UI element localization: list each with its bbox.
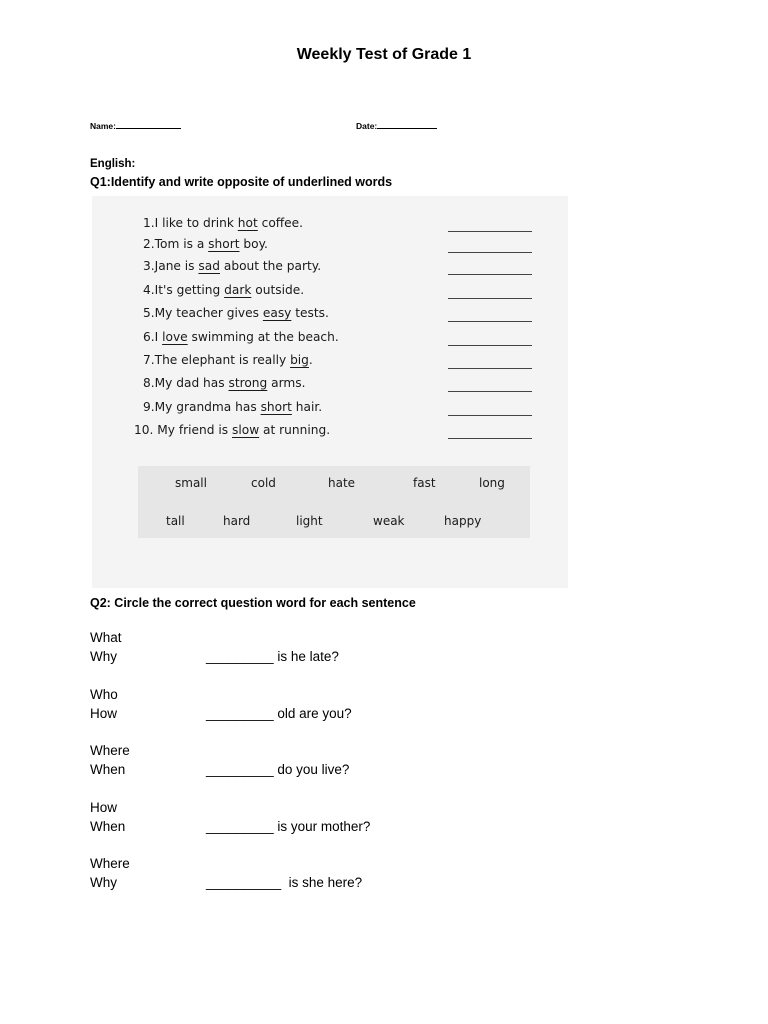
sentence-text: My grandma has [154, 400, 261, 414]
q1-sentence [143, 400, 322, 420]
question-sentence [206, 649, 339, 664]
q1-sentence [143, 353, 313, 373]
answer-line[interactable] [448, 391, 532, 392]
date-label: Date: [356, 121, 378, 131]
section-label: English: [90, 158, 136, 170]
option-word[interactable]: Why [90, 875, 117, 890]
sentence-text: at running. [259, 423, 331, 437]
q1-sentence [143, 330, 339, 350]
item-number: 6. [143, 330, 155, 344]
item-number: 10. [134, 423, 154, 437]
answer-blank[interactable]: _________ [206, 819, 274, 834]
item-number: 5. [143, 306, 155, 320]
word-bank-item: fast [413, 476, 436, 490]
question-sentence [206, 706, 352, 721]
q1-sentence [143, 237, 268, 257]
sentence-text: about the party. [219, 259, 322, 273]
q1-sentence [143, 259, 321, 279]
item-number: 4. [143, 283, 155, 297]
question-text: is your mother? [273, 819, 371, 834]
word-bank-item: small [175, 476, 207, 490]
underlined-word: slow [232, 423, 260, 437]
option-word[interactable]: Who [90, 687, 118, 702]
option-word[interactable]: Where [90, 856, 130, 871]
sentence-text: boy. [239, 237, 268, 251]
sentence-text: coffee. [257, 216, 304, 230]
word-bank-item: happy [444, 514, 482, 528]
word-bank-item: hate [328, 476, 356, 490]
sentence-text: I like to drink [154, 216, 238, 230]
q1-sentence [143, 306, 329, 326]
name-field[interactable] [90, 119, 181, 131]
sentence-text: . [308, 353, 313, 367]
word-bank-item: light [296, 514, 323, 528]
question-text: is she here? [281, 875, 363, 890]
underlined-word: short [208, 237, 240, 251]
date-field[interactable] [356, 119, 437, 131]
q1-heading: Q1:Identify and write opposite of underlined words [90, 175, 393, 189]
sentence-text: It's getting [154, 283, 225, 297]
option-word[interactable]: What [90, 630, 122, 645]
sentence-text: The elephant is really [154, 353, 291, 367]
sentence-text: My dad has [154, 376, 229, 390]
answer-line[interactable] [448, 345, 532, 346]
answer-line[interactable] [448, 321, 532, 322]
underlined-word: love [162, 330, 188, 344]
answer-line[interactable] [448, 438, 532, 439]
q1-sentence [143, 376, 306, 396]
q1-sentence [143, 216, 303, 236]
underlined-word: short [260, 400, 292, 414]
underlined-word: hot [237, 216, 258, 230]
option-word[interactable]: When [90, 762, 126, 777]
word-bank [138, 466, 530, 538]
answer-line[interactable] [448, 231, 532, 232]
question-text: is he late? [273, 649, 339, 664]
underlined-word: sad [198, 259, 220, 273]
underlined-word: big [290, 353, 309, 367]
q1-panel [92, 196, 568, 588]
word-bank-item: long [479, 476, 505, 490]
underlined-word: dark [224, 283, 252, 297]
answer-blank[interactable]: _________ [206, 706, 274, 721]
page-title: Weekly Test of Grade 1 [296, 46, 472, 63]
answer-blank[interactable]: _________ [206, 649, 274, 664]
question-text: do you live? [273, 762, 350, 777]
answer-line[interactable] [448, 368, 532, 369]
answer-line[interactable] [448, 252, 532, 253]
q1-sentence [134, 423, 330, 443]
option-word[interactable]: How [90, 706, 118, 721]
sentence-text: My teacher gives [154, 306, 263, 320]
item-number: 8. [143, 376, 155, 390]
option-word[interactable]: When [90, 819, 126, 834]
question-sentence [206, 875, 362, 890]
question-text: old are you? [273, 706, 352, 721]
name-label: Name: [90, 121, 116, 131]
answer-line[interactable] [448, 274, 532, 275]
sentence-text: arms. [267, 376, 306, 390]
word-bank-item: tall [166, 514, 185, 528]
question-sentence [206, 819, 370, 834]
sentence-text: I [154, 330, 163, 344]
answer-blank[interactable]: _________ [206, 762, 274, 777]
word-bank-item: weak [373, 514, 405, 528]
q2-heading: Q2: Circle the correct question word for each sentence [90, 596, 416, 610]
date-line [377, 119, 437, 129]
question-sentence [206, 762, 349, 777]
answer-line[interactable] [448, 298, 532, 299]
sentence-text: hair. [291, 400, 323, 414]
item-number: 7. [143, 353, 155, 367]
item-number: 9. [143, 400, 155, 414]
option-word[interactable]: How [90, 800, 118, 815]
q1-sentence [143, 283, 304, 303]
option-word[interactable]: Where [90, 743, 130, 758]
sentence-text: My friend is [153, 423, 232, 437]
sentence-text: swimming at the beach. [187, 330, 339, 344]
sentence-text: Tom is a [154, 237, 209, 251]
underlined-word: strong [228, 376, 268, 390]
item-number: 3. [143, 259, 155, 273]
sentence-text: outside. [251, 283, 305, 297]
word-bank-item: hard [223, 514, 251, 528]
sentence-text: Jane is [154, 259, 199, 273]
name-line [116, 119, 181, 129]
sentence-text: tests. [291, 306, 329, 320]
underlined-word: easy [262, 306, 292, 320]
answer-line[interactable] [448, 415, 532, 416]
item-number: 1. [143, 216, 155, 230]
answer-blank[interactable]: __________ [206, 875, 282, 890]
option-word[interactable]: Why [90, 649, 117, 664]
item-number: 2. [143, 237, 155, 251]
word-bank-item: cold [251, 476, 276, 490]
